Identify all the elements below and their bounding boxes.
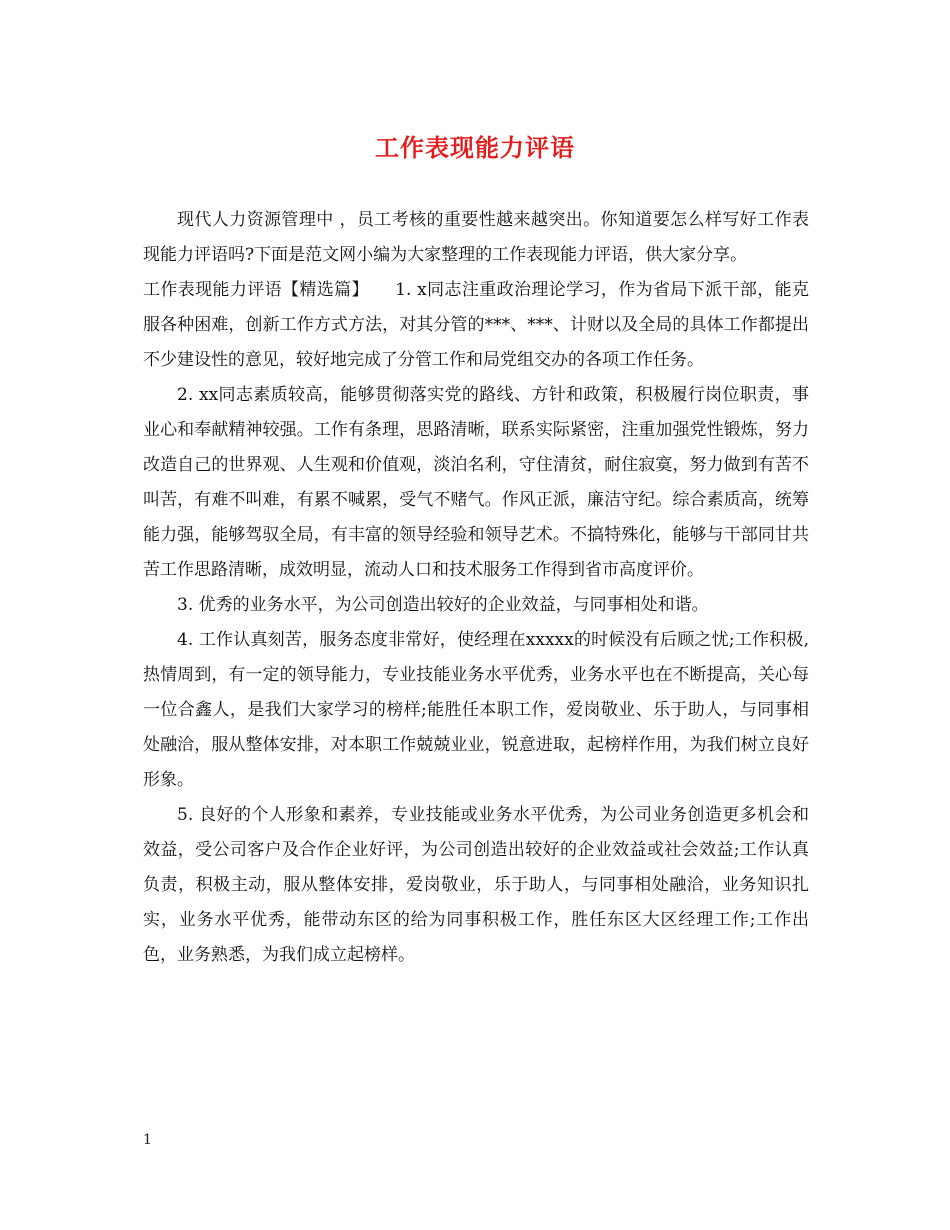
evaluation-paragraph-4: 4. 工作认真刻苦，服务态度非常好，使经理在xxxxx的时候没有后顾之忧;工作积极,热情周到，有一定的领导能力，专业技能业务水平优秀，业务水平也在不断提高，关心每一位合鑫人，是我们大家学习的榜样;能胜任本职工作，爱岗敬业、乐于助人，与同事相处融洽，服从整体安排，对本职工作兢兢业业，锐意进取，起榜样作用，为我们树立良好形象。 [143, 630, 809, 790]
document-body [143, 203, 809, 973]
evaluation-paragraph-3: 3. 优秀的业务水平，为公司创造出较好的企业效益，与同事相处和谐。 [177, 595, 709, 615]
evaluation-paragraph-2: 2. xx同志素质较高，能够贯彻落实党的路线、方针和政策，积极履行岗位职责，事业心和奉献精神较强。工作有条理，思路清晰，联系实际紧密，注重加强党性锻炼，努力改造自己的世界观、人生观和价值观，淡泊名利，守住清贫，耐住寂寞，努力做到有苦不叫苦，有难不叫难，有累不喊累，受气不赌气。作风正派，廉洁守纪。综合素质高，统筹能力强，能够驾驭全局，有丰富的领导经验和领导艺术。不搞特殊化，能够与干部同甘共苦工作思路清晰，成效明显，流动人口和技术服务工作得到省市高度评价。 [143, 385, 809, 580]
document-title: 工作表现能力评语 [375, 133, 575, 162]
evaluation-paragraph-5: 5. 良好的个人形象和素养，专业技能或业务水平优秀，为公司业务创造更多机会和效益，受公司客户及合作企业好评，为公司创造出较好的企业效益或社会效益;工作认真负责，积极主动，服从整体安排，爱岗敬业，乐于助人，与同事相处融洽，业务知识扎实，业务水平优秀，能带动东区的给为同事积极工作，胜任东区大区经理工作;工作出色，业务熟悉，为我们成立起榜样。 [143, 805, 809, 965]
page-number: 1 [143, 1132, 152, 1148]
featured-section-paragraph: 工作表现能力评语【精选篇】 1. x同志注重政治理论学习，作为省局下派干部，能克服各种困难，创新工作方式方法，对其分管的***、***、计财以及全局的具体工作都提出不少建设性的意见，较好地完成了分管工作和局党组交办的各项工作任务。 [143, 280, 809, 370]
intro-paragraph: 现代人力资源管理中 ，员工考核的重要性越来越突出。你知道要怎么样写好工作表现能力评语吗?下面是范文网小编为大家整理的工作表现能力评语，供大家分享。 [143, 210, 809, 265]
